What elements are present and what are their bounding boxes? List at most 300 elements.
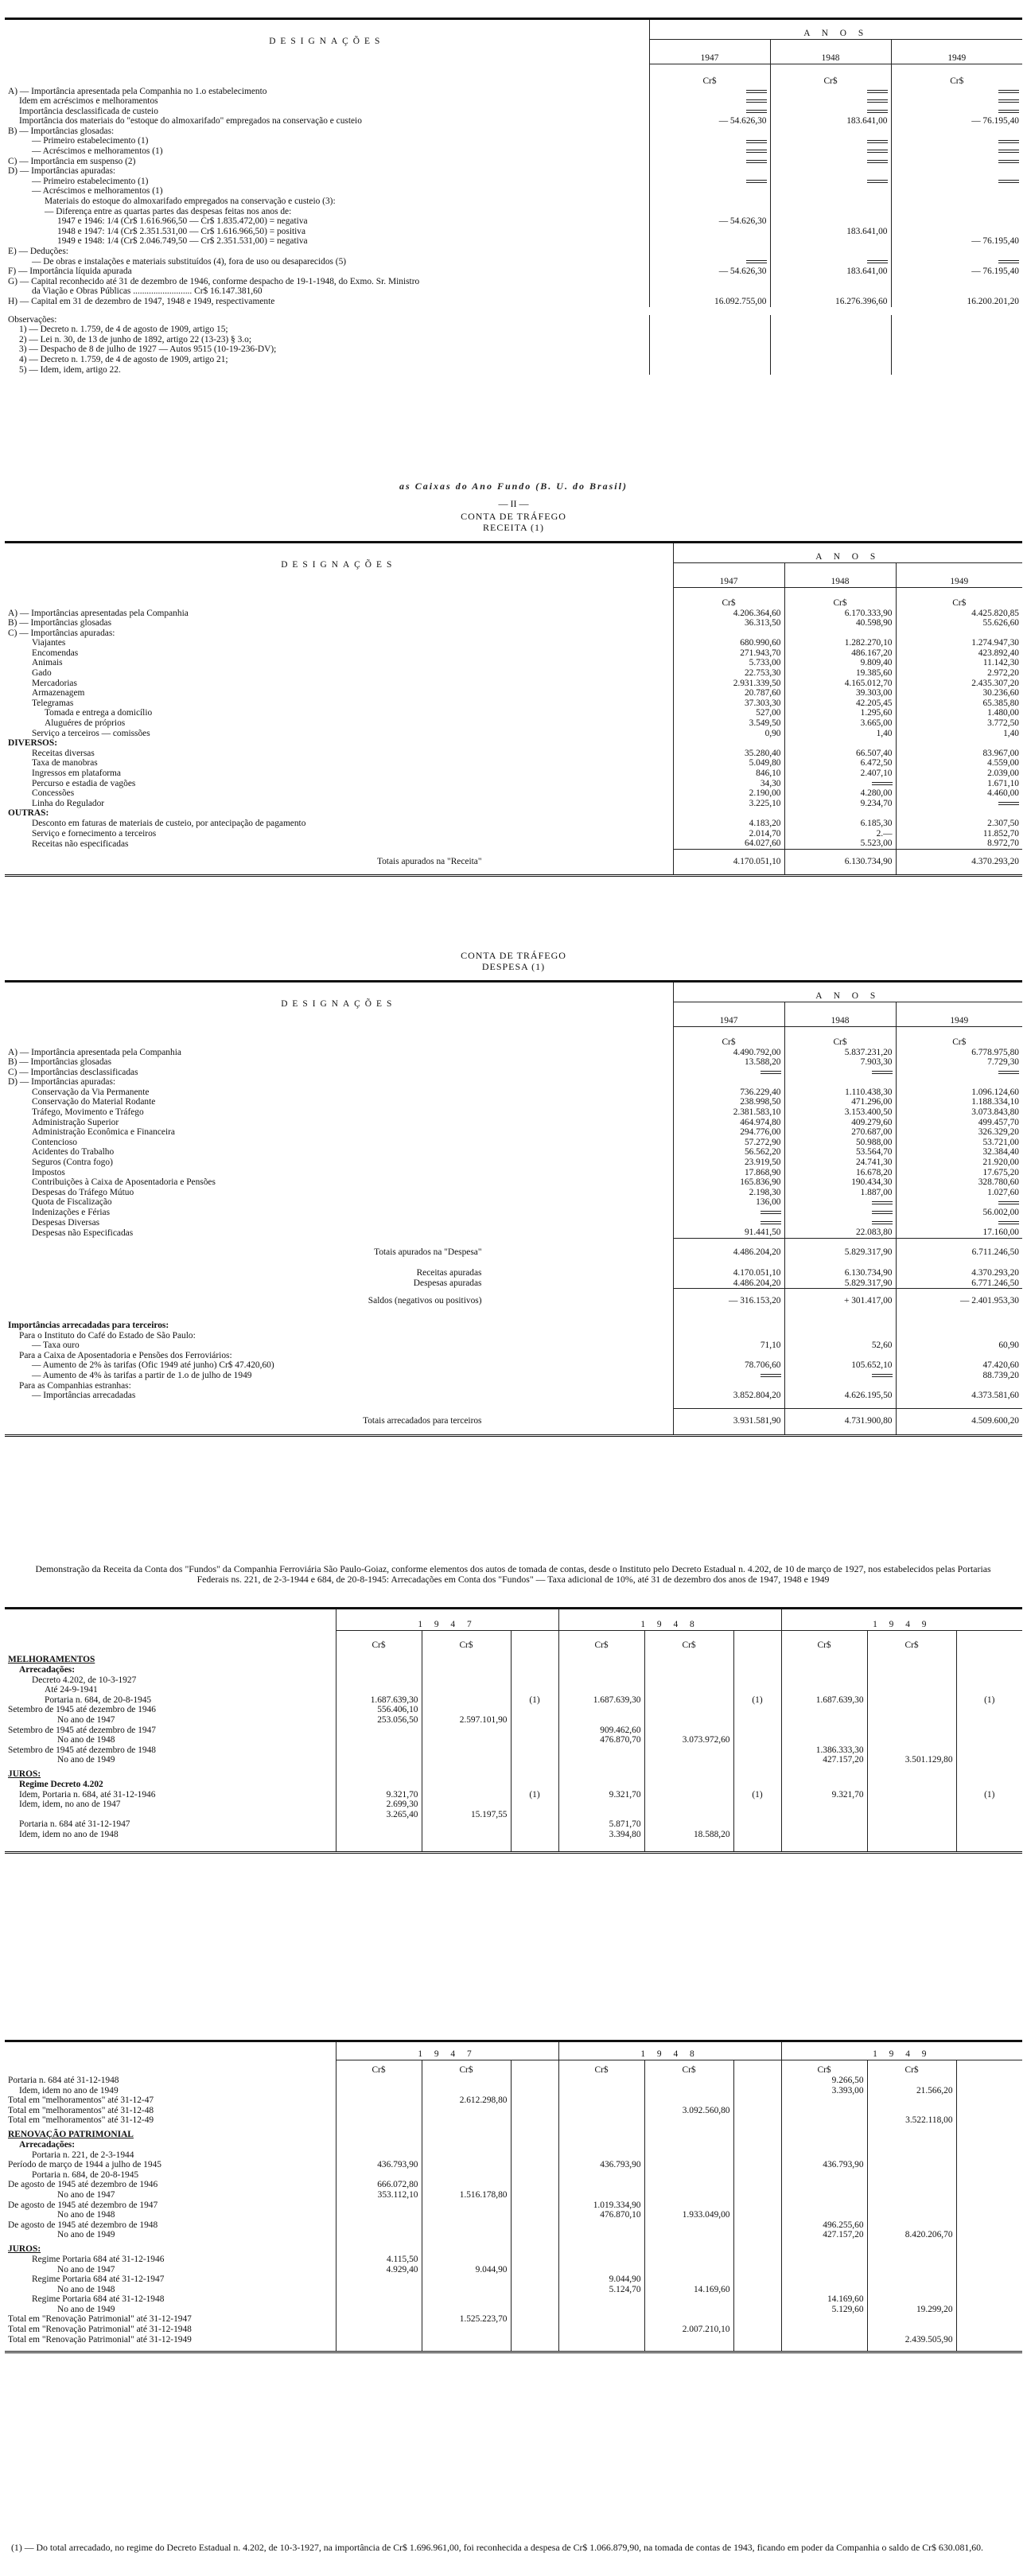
table-row	[5, 628, 1022, 639]
row-value	[781, 2335, 867, 2345]
row-value	[891, 257, 1022, 267]
row-value: 56.002,00	[896, 1208, 1022, 1218]
row-value	[558, 2150, 644, 2161]
row-value	[644, 1695, 733, 1706]
row-value	[558, 2095, 644, 2106]
row-label: No ano de 1947	[57, 2189, 115, 2200]
row-value: 17.160,00	[896, 1228, 1022, 1238]
row-value: — 54.626,30	[649, 267, 770, 277]
row-value	[511, 2274, 558, 2285]
row-value	[867, 2106, 956, 2116]
row-value: 183.641,00	[770, 116, 891, 126]
row-value: 19.385,60	[784, 668, 896, 679]
row-label: Setembro de 1945 até dezembro de 1946	[8, 1705, 156, 1715]
row-value	[649, 177, 770, 187]
table-row	[5, 1685, 1022, 1695]
row-value	[558, 1715, 644, 1726]
row-value	[644, 2076, 733, 2086]
table-row	[5, 2160, 1022, 2170]
row-label: — Taxa ouro	[32, 1341, 80, 1351]
table-row	[5, 1351, 1022, 1361]
row-value: 22.083,80	[784, 1228, 896, 1238]
row-value	[733, 1780, 781, 1790]
row-label: Tomada e entrega a domicílio	[45, 708, 153, 718]
row-value	[558, 2086, 644, 2096]
row-value: 556.406,10	[336, 1705, 422, 1715]
row-value	[422, 1726, 511, 1736]
year-1947: 1 9 4 7	[336, 1609, 558, 1631]
note-value	[649, 355, 770, 365]
row-value: 3.665,00	[784, 718, 896, 729]
row-label: Portaria n. 684, de 20-8-1945	[32, 2169, 139, 2180]
row-value: 21.566,20	[867, 2086, 956, 2096]
table-row	[5, 1208, 1022, 1218]
dash-mark	[867, 160, 888, 163]
row-value	[644, 1780, 733, 1790]
row-value	[891, 277, 1022, 287]
row-value: 5.733,00	[673, 658, 784, 668]
row-value	[422, 2170, 511, 2181]
row-value: 91.441,50	[673, 1228, 784, 1238]
row-value	[781, 2285, 867, 2295]
row-value	[422, 1790, 511, 1800]
row-value: 5.129,60	[781, 2305, 867, 2315]
row-value	[558, 1745, 644, 1756]
table-row	[5, 186, 1022, 197]
row-value	[956, 2180, 1022, 2190]
row-value	[649, 136, 770, 146]
table-row	[5, 1158, 1022, 1168]
dash-mark	[998, 90, 1019, 93]
row-label: Idem, idem no ano de 1949	[19, 2085, 119, 2095]
designacoes-header: DESIGNAÇÕES	[281, 560, 397, 570]
row-value: 2.381.583,10	[673, 1107, 784, 1118]
row-value	[781, 1735, 867, 1745]
row-label: C) — Importâncias apuradas:	[8, 628, 115, 638]
row-value	[781, 1800, 867, 1810]
row-value	[784, 1351, 896, 1361]
year-1948: 1948	[784, 563, 896, 588]
row-value	[733, 2190, 781, 2200]
row-label: Decreto 4.202, de 10-3-1927	[32, 1675, 137, 1685]
row-value	[733, 2076, 781, 2086]
row-value	[781, 2274, 867, 2285]
row-value: 2.407,10	[784, 769, 896, 779]
table-row	[5, 1341, 1022, 1351]
row-label: Acidentes do Trabalho	[32, 1147, 115, 1158]
row-value	[867, 1685, 956, 1695]
row-value: 1.525.223,70	[422, 2314, 511, 2325]
row-value: 53.564,70	[784, 1147, 896, 1158]
row-value	[644, 2265, 733, 2275]
row-value	[422, 1819, 511, 1830]
row-value	[896, 1218, 1022, 1228]
dash-mark	[746, 180, 767, 183]
note-value	[649, 344, 770, 355]
row-value	[867, 1765, 956, 1780]
row-label: — Aumento de 2% às tarifas (Ofic 1949 até junho) Cr$ 47.420,60)	[32, 1360, 274, 1371]
row-value	[891, 96, 1022, 107]
table-row	[5, 277, 1022, 287]
section-roman: — II —	[498, 498, 529, 509]
table-row	[5, 1068, 1022, 1078]
stamp-text: as Caixas do Ano Fundo (B. U. do Brasil)	[399, 481, 628, 492]
despesas-value: 6.771.246,50	[896, 1278, 1022, 1289]
row-value	[956, 2210, 1022, 2220]
table-row	[5, 1177, 1022, 1188]
table-row	[5, 177, 1022, 187]
row-value	[511, 2106, 558, 2116]
row-value	[733, 2150, 781, 2161]
row-value	[733, 2294, 781, 2305]
row-value: 8.420.206,70	[867, 2230, 956, 2240]
row-value	[867, 1715, 956, 1726]
table-row	[5, 788, 1022, 799]
terceiros-body	[5, 1331, 1022, 1401]
table-row	[5, 1665, 1022, 1675]
table-row	[5, 1371, 1022, 1381]
row-value	[336, 2314, 422, 2325]
row-label: No ano de 1948	[57, 2210, 115, 2220]
table-row	[5, 2314, 1022, 2325]
row-value	[867, 2255, 956, 2265]
table-row	[5, 286, 1022, 297]
row-value	[733, 1715, 781, 1726]
despesas-label: Despesas apuradas	[413, 1278, 482, 1289]
row-value	[673, 1331, 784, 1341]
receita-table	[5, 541, 1022, 877]
dash-mark	[746, 90, 767, 93]
row-value: 1.110.438,30	[784, 1088, 896, 1098]
row-value	[336, 2305, 422, 2315]
row-label	[5, 1810, 336, 1820]
dash-mark	[761, 1374, 781, 1377]
dash-mark	[746, 160, 767, 163]
row-value: 0,90	[673, 729, 784, 739]
dash-mark	[998, 1071, 1019, 1074]
row-value: 270.687,00	[784, 1127, 896, 1138]
row-value: 18.588,20	[644, 1830, 733, 1840]
table-row	[5, 1651, 1022, 1665]
row-value	[422, 1665, 511, 1675]
row-value	[956, 2126, 1022, 2140]
row-value	[422, 1800, 511, 1810]
total-value: 4.486.204,20	[673, 1238, 784, 1257]
row-value	[644, 2274, 733, 2285]
row-value	[644, 1675, 733, 1686]
row-value	[673, 1208, 784, 1218]
row-value: 476.870,10	[558, 2210, 644, 2220]
row-label: Importância dos materiais do "estoque do almoxarifado" empregados na conservação e custeio	[19, 116, 362, 126]
row-value	[644, 2335, 733, 2345]
row-value	[511, 2150, 558, 2161]
row-value: 20.787,60	[673, 688, 784, 698]
row-value	[558, 2314, 644, 2325]
row-value	[558, 2240, 644, 2255]
row-label: B) — Importâncias glosadas	[8, 618, 112, 628]
row-value	[733, 1726, 781, 1736]
currency-label: Cr$	[891, 64, 1022, 87]
row-label: Importância desclassificada de custeio	[19, 106, 158, 116]
row-value	[558, 2190, 644, 2200]
row-value: 499.457,70	[896, 1118, 1022, 1128]
table-row	[5, 2150, 1022, 2161]
currency-label: Cr$	[867, 2060, 956, 2076]
table-row	[5, 146, 1022, 157]
row-value	[422, 1685, 511, 1695]
table-row	[5, 1077, 1022, 1088]
row-label: Arrecadações:	[19, 1665, 76, 1675]
dash-mark	[761, 1221, 781, 1224]
row-value: 1,40	[896, 729, 1022, 739]
table-row	[5, 116, 1022, 126]
table-row	[5, 658, 1022, 668]
total-label: Totais apurados na "Receita"	[376, 856, 482, 866]
table-row	[5, 1218, 1022, 1228]
row-value: 190.434,30	[784, 1177, 896, 1188]
row-label: Total em "melhoramentos" até 31-12-48	[8, 2105, 154, 2115]
row-value: 15.197,55	[422, 1810, 511, 1820]
row-value: 183.641,00	[770, 267, 891, 277]
row-value	[770, 216, 891, 227]
row-value	[770, 286, 891, 297]
row-value	[673, 1371, 784, 1381]
row-value	[733, 2240, 781, 2255]
row-value: 3.393,00	[781, 2086, 867, 2096]
row-value	[649, 277, 770, 287]
row-value	[422, 2140, 511, 2150]
table-row	[5, 297, 1022, 307]
row-value	[784, 1197, 896, 1208]
row-value: 4.559,00	[896, 758, 1022, 769]
year-1949: 1949	[891, 40, 1022, 64]
row-value	[867, 2285, 956, 2295]
row-value	[781, 2150, 867, 2161]
row-value	[770, 157, 891, 167]
table-row	[5, 839, 1022, 849]
row-label: Até 24-9-1941	[45, 1685, 98, 1695]
footnote: (1) — Do total arrecadado, no regime do Decreto Estadual n. 4.202, de 10-3-1927, na importância de Cr$ 1.696.961,00, foi reconhecida a despesa de Cr$ 1.066.879,90, na tomada de contas de 1943, ficando em poder da Companhia o saldo de Cr$ 630.081,60.	[11, 2542, 983, 2553]
row-value: 32.384,40	[896, 1147, 1022, 1158]
row-value	[733, 1665, 781, 1675]
row-label: Total em "Renovação Patrimonial" até 31-12-1948	[8, 2325, 192, 2335]
row-label: No ano de 1947	[57, 2264, 115, 2274]
row-value	[644, 2294, 733, 2305]
row-label: No ano de 1948	[57, 2284, 115, 2294]
row-label: Setembro de 1945 até dezembro de 1948	[8, 1745, 156, 1755]
row-value	[649, 96, 770, 107]
row-value	[956, 2095, 1022, 2106]
row-value: 3.522.118,00	[867, 2115, 956, 2126]
row-value	[511, 2190, 558, 2200]
row-label: Período de março de 1944 a julho de 1945	[8, 2160, 161, 2170]
row-label: Gado	[32, 668, 52, 679]
row-value	[956, 2274, 1022, 2285]
row-value: 9.044,90	[422, 2265, 511, 2275]
dash-mark	[746, 150, 767, 153]
anos-header: A N O S	[649, 19, 1022, 40]
currency-label: Cr$	[558, 2060, 644, 2076]
row-value: (1)	[733, 1695, 781, 1706]
row-value	[781, 1810, 867, 1820]
terceiros-total: 4.731.900,80	[784, 1409, 896, 1426]
row-value	[781, 2126, 867, 2140]
table-row	[5, 2210, 1022, 2220]
row-value	[956, 1755, 1022, 1765]
row-value	[891, 126, 1022, 137]
table-row	[5, 1188, 1022, 1198]
row-value	[781, 2190, 867, 2200]
row-value: 2.307,50	[896, 819, 1022, 829]
row-value: 23.919,50	[673, 1158, 784, 1168]
row-value: 1.933.049,00	[644, 2210, 733, 2220]
row-label: Portaria n. 684 até 31-12-1947	[19, 1819, 130, 1830]
row-label: F) — Importância líquida apurada	[8, 267, 132, 277]
dash-mark	[998, 180, 1019, 183]
table-row	[5, 1228, 1022, 1238]
dash-mark	[746, 110, 767, 113]
row-value	[867, 1790, 956, 1800]
table-row	[5, 107, 1022, 117]
row-value	[770, 136, 891, 146]
row-value	[558, 2170, 644, 2181]
dash-mark	[998, 99, 1019, 103]
row-value: 2.039,00	[896, 769, 1022, 779]
section-heading: RENOVAÇÃO PATRIMONIAL	[8, 2130, 134, 2140]
row-value: 1.687.639,30	[558, 1695, 644, 1706]
row-value	[733, 2265, 781, 2275]
row-value: (1)	[956, 1790, 1022, 1800]
row-value	[733, 2335, 781, 2345]
row-value	[867, 2240, 956, 2255]
row-value	[558, 2294, 644, 2305]
row-value	[781, 1685, 867, 1695]
table-row	[5, 227, 1022, 237]
row-value	[784, 779, 896, 789]
row-value	[422, 2305, 511, 2315]
section-title: CONTA DE TRÁFEGO	[461, 950, 566, 961]
row-value	[770, 166, 891, 177]
row-label: Idem, Portaria n. 684, até 31-12-1946	[19, 1789, 156, 1800]
row-value	[733, 2314, 781, 2325]
row-value: — 76.195,40	[891, 236, 1022, 247]
note-value	[891, 355, 1022, 365]
row-value	[733, 1810, 781, 1820]
note-value	[891, 335, 1022, 345]
table-row	[5, 1381, 1022, 1391]
table-row	[5, 2285, 1022, 2295]
row-value: 3.501.129,80	[867, 1755, 956, 1765]
total-value: 4.170.051,10	[673, 849, 784, 866]
row-value	[896, 1068, 1022, 1078]
row-label: Idem em acréscimos e melhoramentos	[19, 96, 158, 107]
table-row	[5, 688, 1022, 698]
year-1947: 1 9 4 7	[336, 2041, 558, 2060]
fundos-table-2	[5, 2040, 1022, 2353]
row-value: 4.929,40	[336, 2265, 422, 2275]
row-value: 71,10	[673, 1341, 784, 1351]
row-value	[784, 628, 896, 639]
row-value: 183.641,00	[770, 227, 891, 237]
row-value	[956, 1800, 1022, 1810]
row-label: De agosto de 1945 até dezembro de 1946	[8, 2180, 158, 2190]
row-label: Regime Decreto 4.202	[19, 1779, 103, 1789]
row-label: Portaria n. 684, de 20-8-1945	[45, 1695, 152, 1705]
row-value: 1.480,00	[896, 708, 1022, 718]
note-value	[891, 344, 1022, 355]
row-value	[673, 1381, 784, 1391]
currency-label: Cr$	[336, 1630, 422, 1651]
section-title: CONTA DE TRÁFEGO	[461, 511, 566, 522]
table-row	[5, 1097, 1022, 1107]
row-value	[558, 2220, 644, 2231]
row-value	[644, 1819, 733, 1830]
row-value	[422, 2210, 511, 2220]
row-value	[733, 2086, 781, 2096]
row-value: 56.562,20	[673, 1147, 784, 1158]
row-value	[511, 2305, 558, 2315]
row-value	[733, 2230, 781, 2240]
row-value	[896, 1331, 1022, 1341]
currency-label: Cr$	[896, 1027, 1022, 1048]
row-value	[733, 2285, 781, 2295]
table-row	[5, 708, 1022, 718]
row-value	[649, 166, 770, 177]
row-value	[511, 2180, 558, 2190]
row-label: Para as Companhias estranhas:	[19, 1380, 131, 1391]
row-value	[956, 2190, 1022, 2200]
row-value	[558, 1765, 644, 1780]
row-value	[422, 2325, 511, 2335]
row-value: 3.852.804,20	[673, 1391, 784, 1401]
row-value	[422, 1735, 511, 1745]
row-value	[511, 1675, 558, 1686]
row-label: Arrecadações:	[19, 2139, 76, 2150]
row-value	[781, 2095, 867, 2106]
row-value	[673, 738, 784, 749]
row-value	[336, 1685, 422, 1695]
saldo-value: — 316.153,20	[673, 1289, 784, 1306]
row-value	[644, 1651, 733, 1665]
row-value: 353.112,10	[336, 2190, 422, 2200]
row-value: 3.265,40	[336, 1810, 422, 1820]
table-row	[5, 698, 1022, 709]
table-row	[5, 1830, 1022, 1840]
row-value	[511, 2095, 558, 2106]
dash-mark	[998, 1221, 1019, 1224]
row-value	[336, 1726, 422, 1736]
table-row	[5, 2335, 1022, 2345]
row-label: A) — Importância apresentada pela Companhia	[8, 1047, 181, 1057]
table-row	[5, 1810, 1022, 1820]
table-row	[5, 779, 1022, 789]
row-value	[511, 2240, 558, 2255]
row-value: 17.868,90	[673, 1168, 784, 1178]
table-row	[5, 216, 1022, 227]
row-value: 1.295,60	[784, 708, 896, 718]
row-value	[956, 2285, 1022, 2295]
table-row	[5, 1755, 1022, 1765]
row-value: 271.943,70	[673, 648, 784, 659]
row-value	[644, 2160, 733, 2170]
row-value	[733, 2140, 781, 2150]
row-value: 14.169,60	[781, 2294, 867, 2305]
row-value	[784, 1218, 896, 1228]
row-value	[956, 1675, 1022, 1686]
row-value: 2.435.307,20	[896, 679, 1022, 689]
row-value	[867, 2210, 956, 2220]
row-value	[867, 2220, 956, 2231]
